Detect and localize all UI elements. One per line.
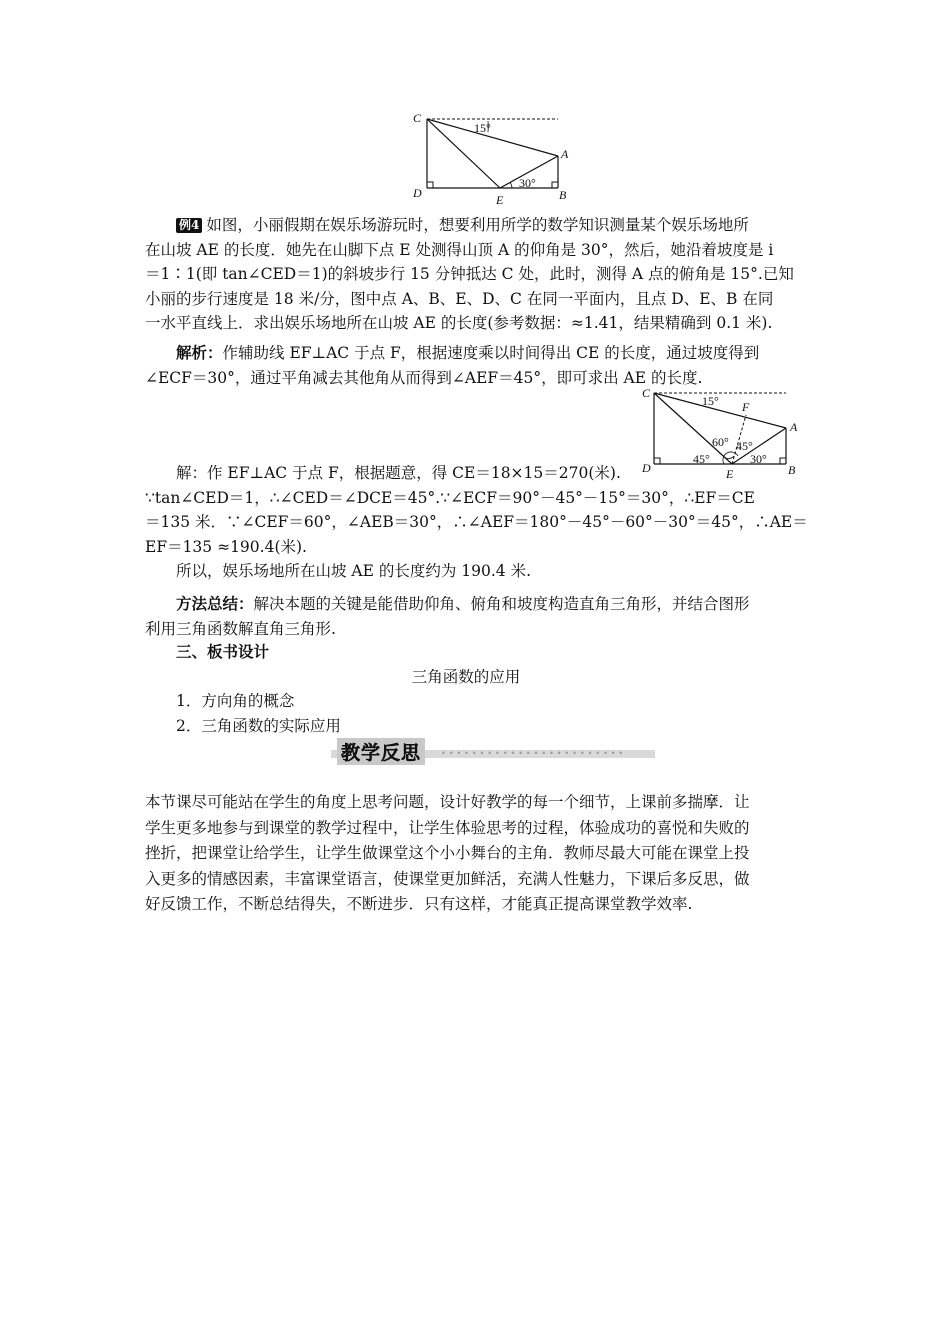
board-item-1: 1．方向角的概念 <box>176 692 295 710</box>
label-D: D <box>642 461 651 475</box>
label-D: D <box>413 186 422 200</box>
figure-1-diagram <box>408 108 588 206</box>
example-line-5: 一水平直线上．求出娱乐场地所在山坡 AE 的长度(参考数据：≈1.41，结果精确到 0.1 米). <box>145 314 773 332</box>
angle-60-label: 60° <box>712 435 729 449</box>
reflection-line-5: 好反馈工作，不断总结得失，不断进步．只有这样，才能真正提高课堂教学效率. <box>145 895 693 913</box>
reflection-line-1: 本节课尽可能站在学生的角度上思考问题，设计好教学的每一个细节，上课前多揣摩．让 <box>145 793 750 811</box>
method-summary <box>145 592 807 641</box>
board-heading: 三、板书设计 <box>176 642 270 661</box>
solution-conclusion: 所以，娱乐场地所在山坡 AE 的长度约为 190.4 米. <box>176 562 532 580</box>
board-design <box>145 640 807 738</box>
angle-30-label: 30° <box>519 176 536 190</box>
analysis-line-2: ∠ECF＝30°，通过平角减去其他角从而得到∠AEF＝45°，即可求出 AE 的长度. <box>145 368 703 387</box>
board-item-2: 2．三角函数的实际应用 <box>176 716 341 735</box>
solution-line-4: EF＝135 ≈190.4(米). <box>145 537 307 556</box>
example-line-2: 在山坡 AE 的长度．她先在山脚下点 E 处测得山顶 A 的仰角是 30°，然后，她沿着坡度是 i <box>145 240 774 259</box>
angle-15-label: 15° <box>702 394 719 408</box>
solution-line-1: 解：作 EF⊥AC 于点 F，根据题意，得 CE＝18×15＝270(米). <box>176 464 621 482</box>
label-B: B <box>559 188 567 202</box>
example-line-4: 小丽的步行速度是 18 米/分，图中点 A、B、E、D、C 在同一平面内，且点 D、E、B 在同 <box>145 289 774 308</box>
angle-30-right-label: 30° <box>750 452 767 466</box>
reflection-line-4: 入更多的情感因素，丰富课堂语言，使课堂更加鲜活，充满人性魅力，下课后多反思，做 <box>145 869 750 888</box>
summary-line-1: 方法总结：解决本题的关键是能借助仰角、俯角和坡度构造直角三角形，并结合图形 <box>176 594 750 613</box>
example-line-1: 例4 如图，小丽假期在娱乐场游玩时，想要利用所学的数学知识测量某个娱乐场地所 <box>145 213 807 238</box>
reflection-line-3: 挫折，把课堂让给学生，让学生做课堂这个小小舞台的主角．教师尽最大可能在课堂上投 <box>145 844 750 862</box>
angle-45-left-label: 45° <box>693 452 710 466</box>
label-E: E <box>496 193 504 206</box>
reflection-heading: 教学反思 <box>337 738 425 765</box>
reflection-heading-bar <box>331 742 655 764</box>
analysis-label: 解析： <box>176 343 223 362</box>
label-C: C <box>413 111 422 125</box>
heading-bar-dots: •••••••••••••••••••••••• <box>441 749 627 758</box>
analysis-line-1: 解析：作辅助线 EF⊥AC 于点 F，根据速度乘以时间得出 CE 的长度，通过坡度得到 <box>176 343 760 362</box>
example-4-text <box>145 213 807 336</box>
label-C: C <box>642 386 651 400</box>
solution-line-3: ＝135 米．∵∠CEF＝60°，∠AEB＝30°，∴∠AEF＝180°－45°－60°－30°＝45°，∴AE＝ <box>145 513 808 531</box>
solution-text <box>145 461 807 584</box>
label-B: B <box>788 463 796 477</box>
reflection-text <box>145 790 807 918</box>
reflection-line-2: 学生更多地参与到课堂的教学过程中，让学生体验思考的过程，体验成功的喜悦和失败的 <box>145 818 750 837</box>
label-A: A <box>561 147 569 161</box>
angle-45-label: 45° <box>736 439 753 453</box>
label-E: E <box>726 467 734 480</box>
label-F: F <box>742 400 750 414</box>
summary-line-2: 利用三角函数解直角三角形. <box>145 619 336 638</box>
analysis-text <box>145 341 807 390</box>
example-line-3: ＝1∶1(即 tan∠CED＝1)的斜坡步行 15 分钟抵达 C 处，此时，测得 A 点的俯角是 15°.已知 <box>145 265 794 283</box>
angle-15-label: 15° <box>474 121 491 135</box>
solution-line-2: ∵tan∠CED＝1，∴∠CED＝∠DCE＝45°.∵∠ECF＝90°－45°－15°＝30°，∴EF＝CE <box>145 488 755 507</box>
label-A: A <box>790 420 798 434</box>
example-badge: 例4 <box>176 218 202 233</box>
summary-label: 方法总结： <box>176 594 254 613</box>
board-title: 三角函数的应用 <box>411 667 521 686</box>
